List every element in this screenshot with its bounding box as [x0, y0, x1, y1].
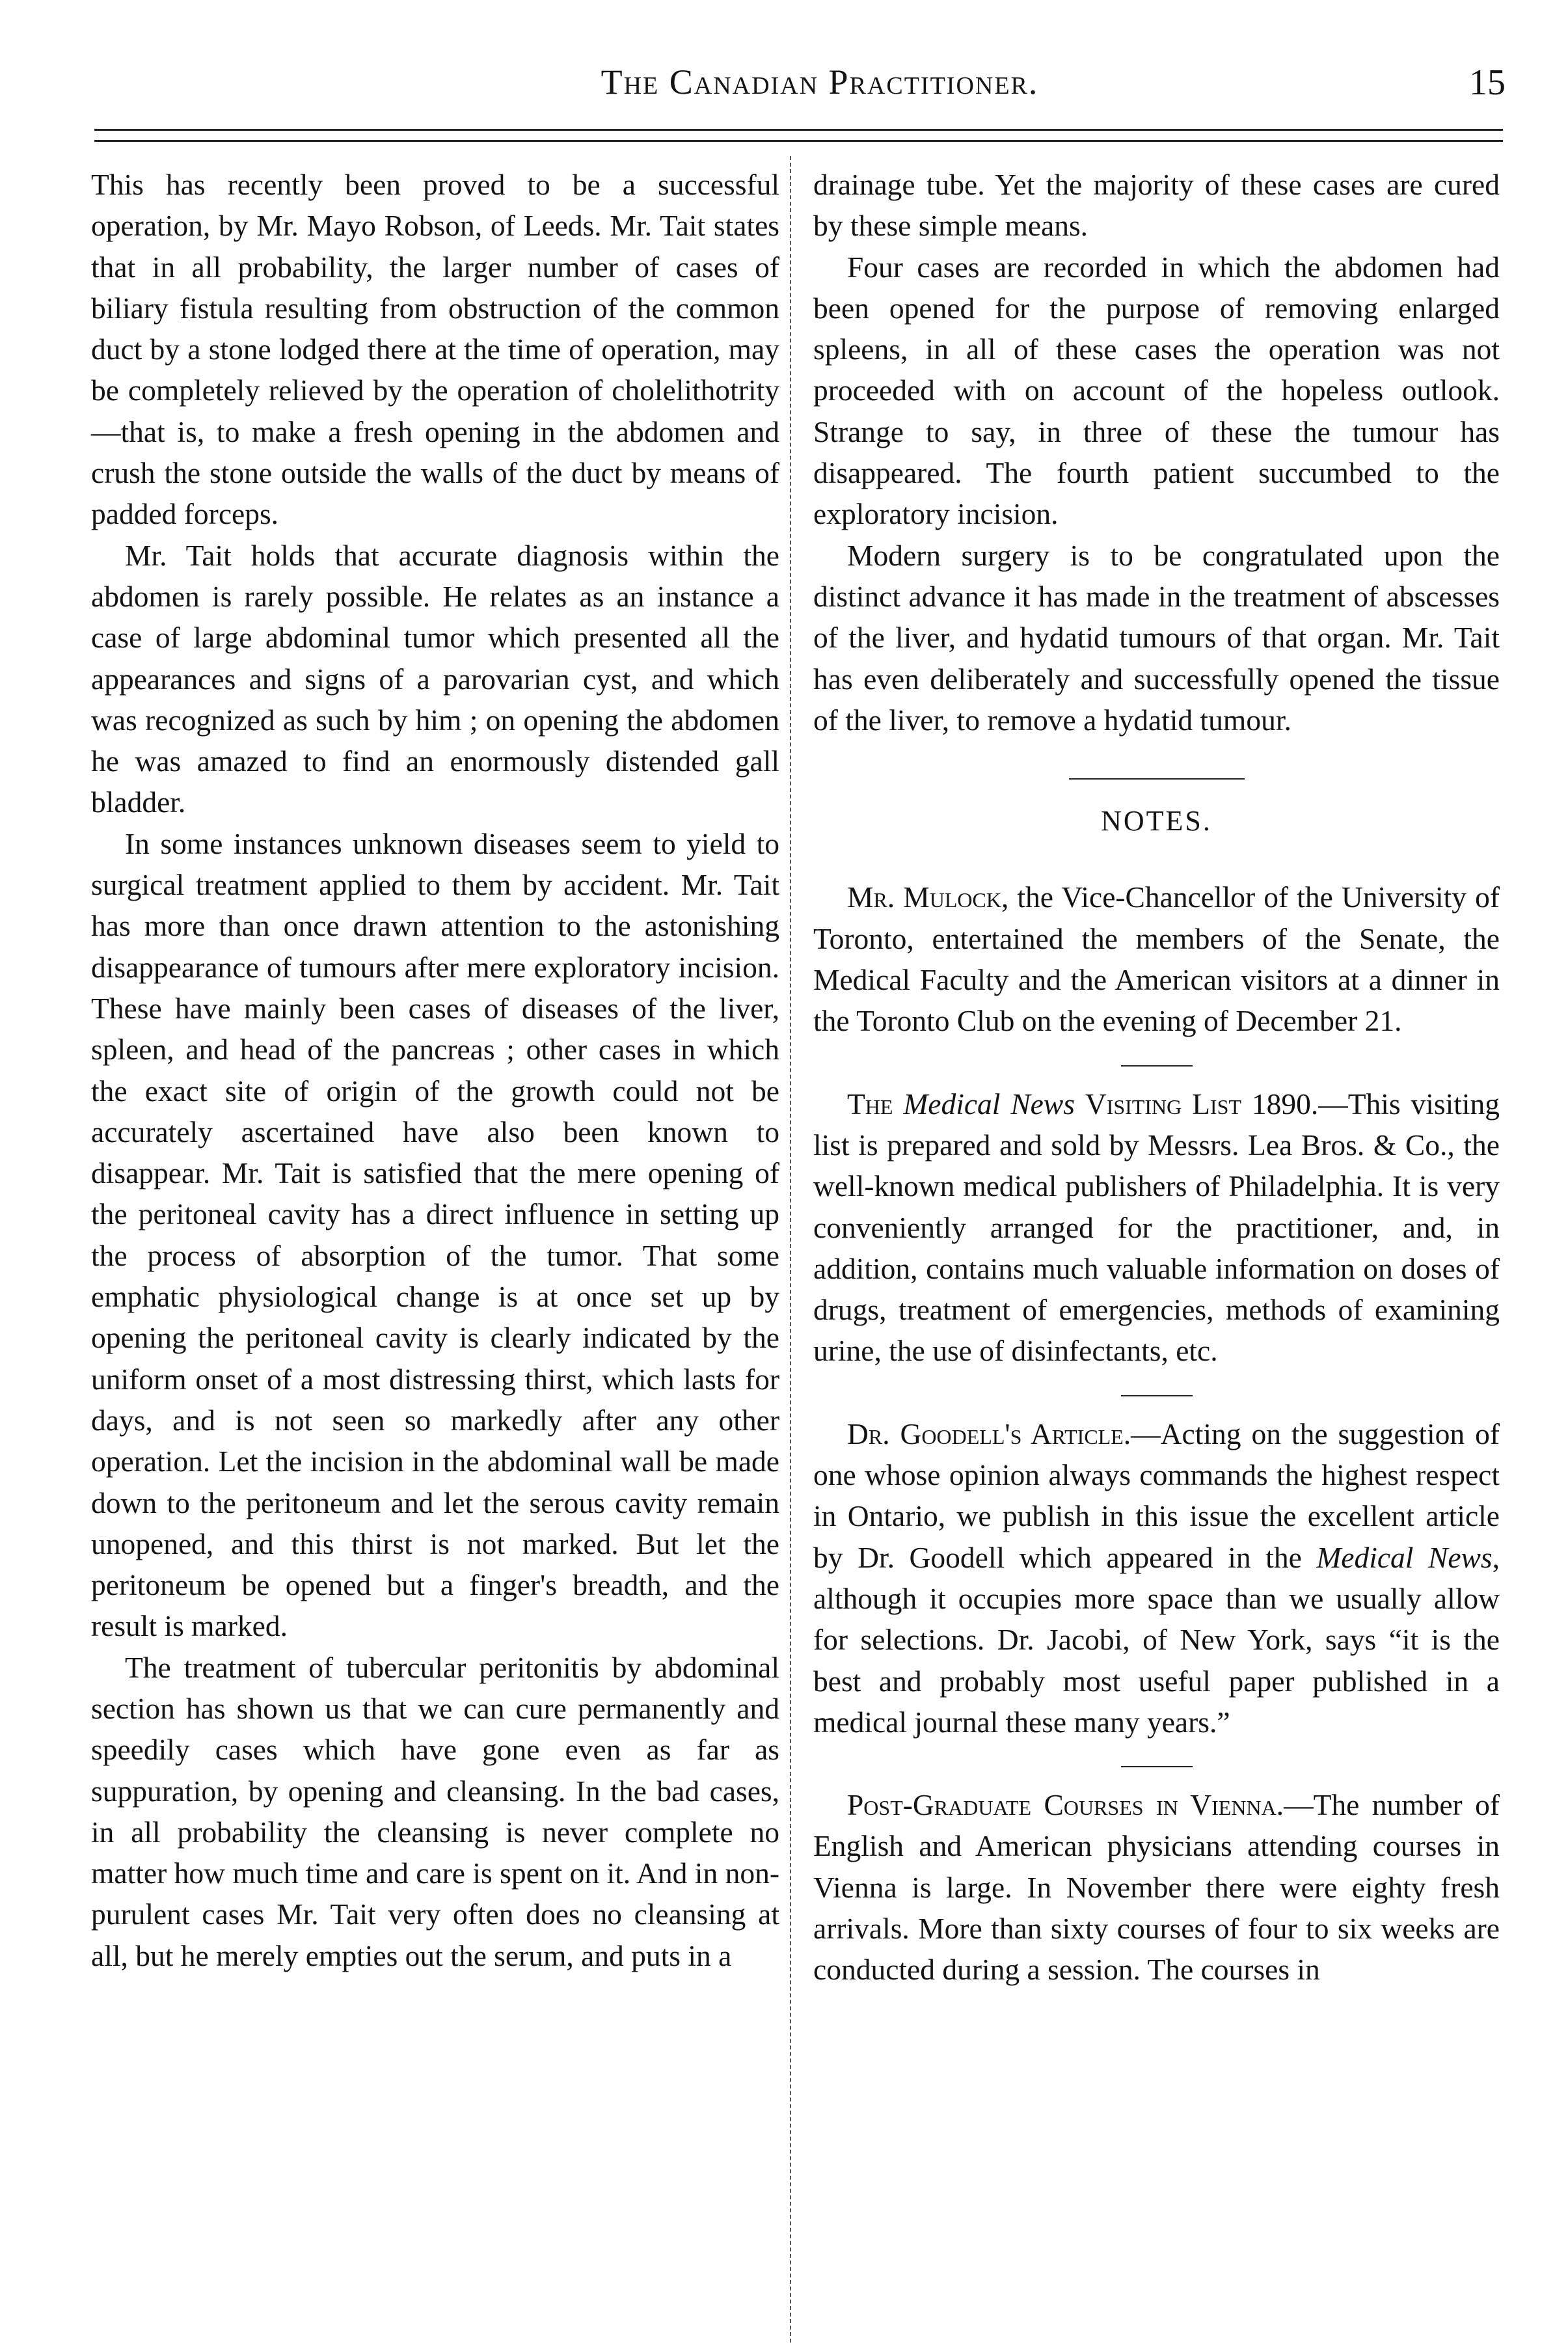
- paragraph: This has recently been proved to be a successful operation, by Mr. Mayo Robson, of Leeds. Mr. Tait states that in all probability, the larger number of cases of biliary fistula resulting from obstruction of the common duct by a stone lodged there at the time of operation, may be completely relieved by the operation of cholelithotrity—that is, to make a fresh opening in the abdomen and crush the stone outside the walls of the duct by means of padded forceps.: [91, 168, 779, 531]
- note-body: —This visiting list is prepared and sold by Messrs. Lea Bros. & Co., the well-known medical publishers of Philadelphia. It is very conveniently arranged for the practitioner, and, in addition, contains much valuable information on doses of drugs, treatment of emergencies, methods of examining urine, the use of disinfectants, etc.: [813, 1087, 1500, 1368]
- note-body-italic: Medical News: [1316, 1540, 1493, 1574]
- paragraph: Four cases are recorded in which the abdomen had been opened for the purpose of removing enlarged spleens, in all of these cases the operation was not proceeded with on account of the hopeless outlook. Strange to say, in three of these the tumour has disappeared. The fourth patient succumbed to the exploratory incision.: [813, 250, 1500, 531]
- note-separator: [1121, 1766, 1193, 1767]
- header-rule-top: [94, 129, 1503, 131]
- column-divider: [790, 156, 791, 2343]
- page-header: [0, 62, 1568, 114]
- paragraph: In some instances unknown diseases seem to yield to surgical treatment applied to them by accident. Mr. Tait has more than once drawn attention to the astonishing disappearance of tumours after mere exploratory incision. These have mainly been cases of diseases of the liver, spleen, and head of the pancreas ; other cases in which the exact site of origin of the growth could not be accurately ascertained have also been known to disappear. Mr. Tait is satisfied that the mere opening of the peritoneal cavity has a direct influence in setting up the process of absorption of the tumor. That some emphatic physiological change is at once set up by opening the peritoneal cavity is clearly indicated by the uniform onset of a most distressing thirst, which lasts for days, and is not seen so markedly after any other operation. Let the incision in the abdominal wall be made down to the peritoneum and let the serous cavity remain unopened, and this thirst is not marked. But let the peritoneum be opened but a finger's breadth, and the result is marked.: [91, 826, 779, 1643]
- right-column: [813, 164, 1500, 1991]
- paragraph: Modern surgery is to be congratulated upon the distinct advance it has made in the treatment of abscesses of the liver, and hydatid tumours of that organ. Mr. Tait has even deliberately and successfully opened the tissue of the liver, to remove a hydatid tumour.: [813, 538, 1500, 737]
- note-body: , although it occupies more space than we usually allow for selections. Dr. Jacobi, of New York, says “it is the best and probably most useful paper published in a medical journal these many years.”: [813, 1540, 1500, 1739]
- note-visiting-list: [813, 1083, 1500, 1372]
- note-body: —The number of English and American physicians attending courses in Vienna is large. In November there were eighty fresh arrivals. More than sixty courses of four to six weeks are conducted during a session. The courses in: [813, 1788, 1500, 1987]
- note-separator: [1121, 1065, 1193, 1067]
- paragraph: The treatment of tubercular peritonitis by abdominal section has shown us that we can cure permanently and speedily cases which have gone even as far as suppuration, by opening and cleansing. In the bad cases, in all probability the cleansing is never complete no matter how much time and care is spent on it. And in non-purulent cases Mr. Tait very often does no cleansing at all, but he merely empties out the serum, and puts in a: [91, 1650, 779, 1972]
- paragraph-continuation: drainage tube. Yet the majority of these cases are cured by these simple means.: [813, 168, 1500, 243]
- left-column: [91, 164, 779, 1976]
- note-lead: Visiting List 1890.: [1085, 1087, 1319, 1121]
- notes-heading: NOTES.: [1101, 805, 1212, 837]
- paragraph: Mr. Tait holds that accurate diagnosis within the abdomen is rarely possible. He relates as an instance a case of large abdominal tumor which presented all the appearances and signs of a parovarian cyst, and which was recognized as such by him ; on opening the abdomen he was amazed to find an enormously distended gall bladder.: [91, 538, 779, 819]
- note-lead: Dr. Goodell's Article.: [847, 1417, 1131, 1450]
- section-separator: [1069, 778, 1245, 780]
- page-number: 15: [1469, 62, 1506, 103]
- note-mulock: [813, 877, 1500, 1041]
- note-lead: The: [847, 1087, 893, 1121]
- note-lead: Mr. Mulock: [847, 880, 1001, 914]
- header-rule-bottom: [94, 140, 1503, 142]
- note-lead-italic: Medical News: [903, 1087, 1075, 1121]
- note-lead: Post-Graduate Courses in Vienna.: [847, 1788, 1284, 1822]
- note-body: , the Vice-Chancellor of the University of Toronto, entertained the members of the Senate, the Medical Faculty and the American visitors at a dinner in the Toronto Club on the evening of December 21.: [813, 880, 1500, 1038]
- note-body: —Acting on the suggestion of one whose opinion always commands the highest respect in Ontario, we publish in this issue the excellent article by Dr. Goodell which appeared in the: [813, 1417, 1500, 1574]
- note-goodell: [813, 1413, 1500, 1743]
- note-vienna: [813, 1784, 1500, 1990]
- note-separator: [1121, 1395, 1193, 1396]
- running-title: The Canadian Practitioner.: [601, 62, 1039, 102]
